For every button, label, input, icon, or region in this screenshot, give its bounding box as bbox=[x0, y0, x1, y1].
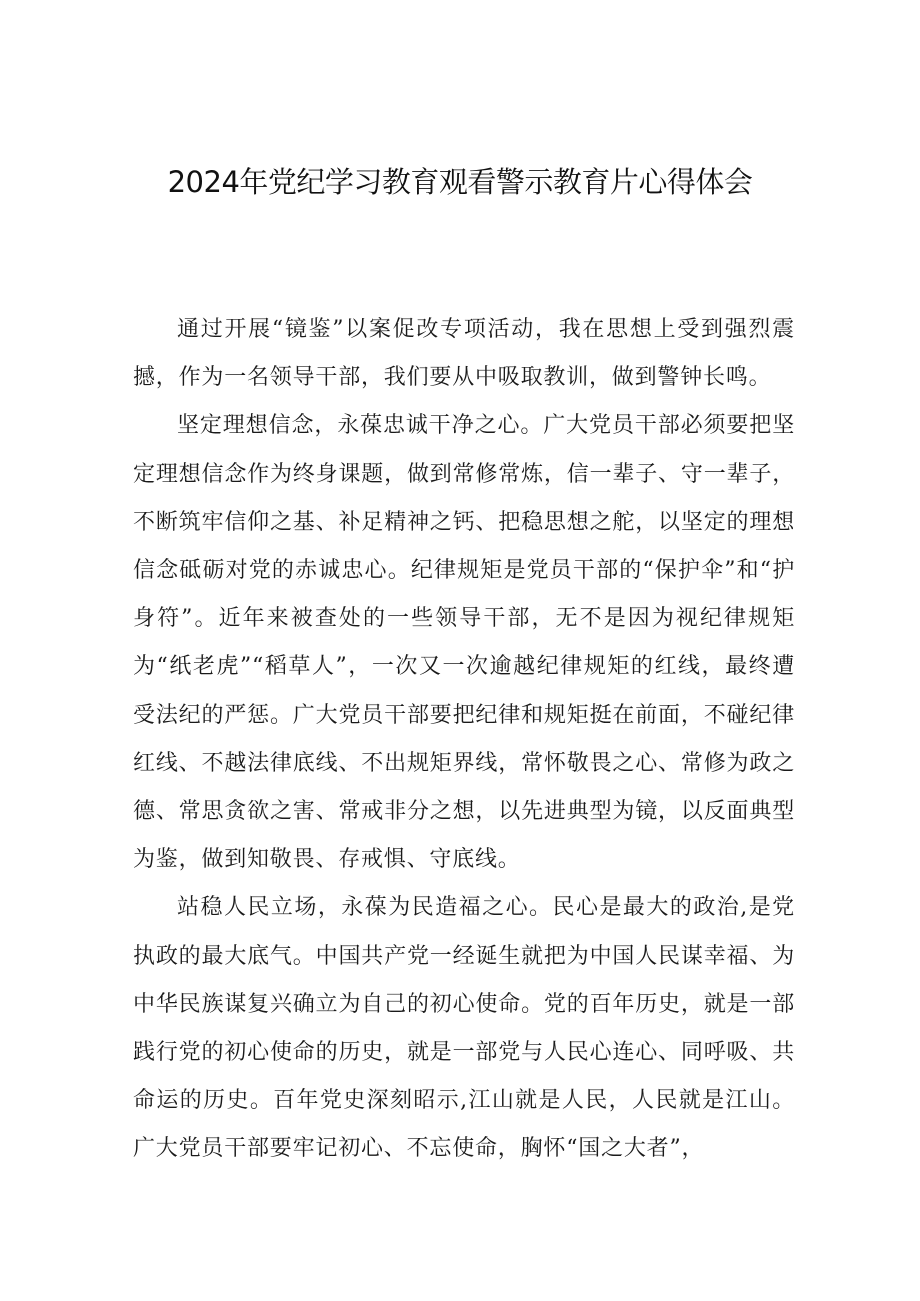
paragraph-intro: 通过开展“镜鉴”以案促改专项活动，我在思想上受到强烈震撼，作为一名领导干部，我们要从中吸取教训，做到警钟长鸣。 bbox=[133, 317, 795, 391]
paragraph-ideals: 坚定理想信念，永葆忠诚干净之心。广大党员干部必须要把坚定理想信念作为终身课题，做到常修常炼，信一辈子、守一辈子，不断筑牢信仰之基、补足精神之钙、把稳思想之舵，以坚定的理想信念砥砺对党的赤诚忠心。纪律规矩是党员干部的“保护伞”和“护身符”。近年来被查处的一些领导干部，无不是因为视纪律规矩为“纸老虎”“稻草人”，一次又一次逾越纪律规矩的红线，最终遭受法纪的严惩。广大党员干部要把纪律和规矩挺在前面，不碰纪律红线、不越法律底线、不出规矩界线，常怀敬畏之心、常修为政之德、常思贪欲之害、常戒非分之想，以先进典型为镜，以反面典型为鉴，做到知敬畏、存戒惧、守底线。 bbox=[133, 413, 795, 873]
document-body bbox=[133, 306, 795, 1174]
document-title: 2024年党纪学习教育观看警示教育片心得体会 bbox=[167, 165, 753, 199]
paragraph-people: 站稳人民立场，永葆为民造福之心。民心是最大的政治,是党执政的最大底气。中国共产党一经诞生就把为中国人民谋幸福、为中华民族谋复兴确立为自己的初心使命。党的百年历史，就是一部践行党的初心使命的历史，就是一部党与人民心连心、同呼吸、共命运的历史。百年党史深刻昭示,江山就是人民，人民就是江山。广大党员干部要牢记初心、不忘使命，胸怀“国之大者”， bbox=[133, 895, 795, 1162]
